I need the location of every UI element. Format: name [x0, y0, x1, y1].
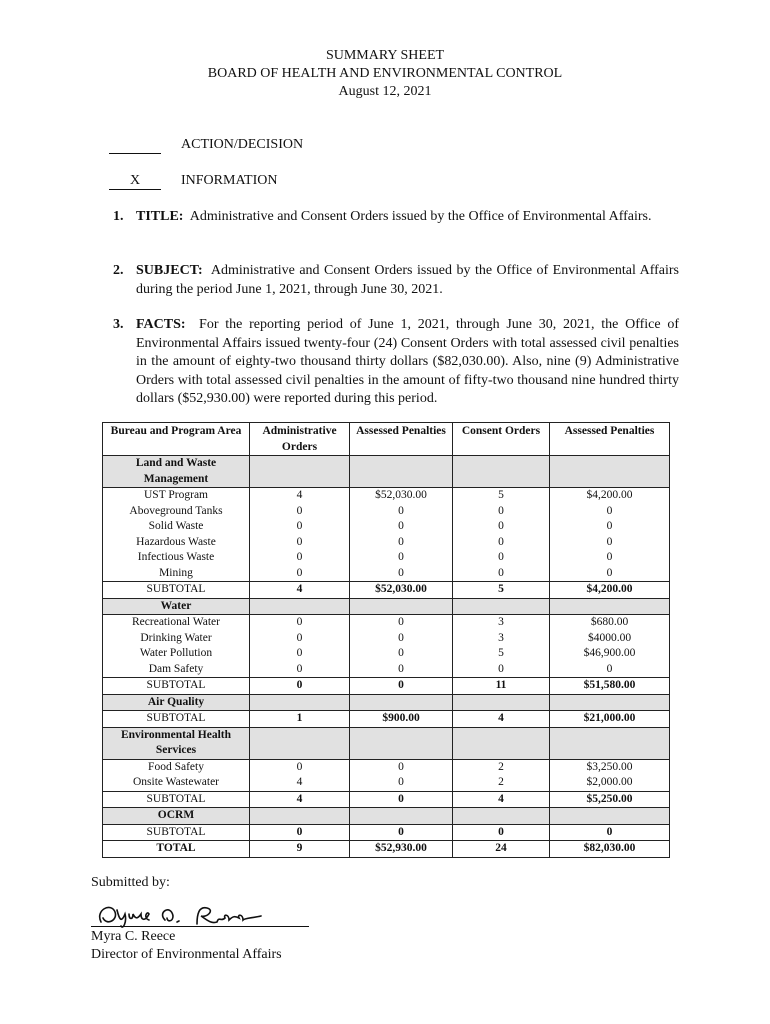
value-cell: $52,930.00	[350, 841, 453, 858]
section-title: Air Quality	[103, 694, 250, 711]
item-title	[113, 208, 679, 227]
value-cell: 0	[250, 631, 350, 647]
item-number: 3.	[113, 317, 124, 332]
table-row	[103, 631, 670, 647]
board-name: BOARD OF HEALTH AND ENVIRONMENTAL CONTROL	[207, 66, 563, 81]
summary-sheet-title: SUMMARY SHEET	[325, 48, 445, 63]
value-cell: $46,900.00	[550, 646, 670, 662]
value-cell: 0	[250, 519, 350, 535]
value-cell: 0	[250, 678, 350, 695]
value-cell: $4,200.00	[550, 488, 670, 504]
value-cell: $52,030.00	[350, 582, 453, 599]
signer-title: Director of Environmental Affairs	[91, 947, 282, 962]
value-cell: 4	[453, 791, 550, 808]
value-cell: $4,200.00	[550, 582, 670, 599]
value-cell: 0	[453, 824, 550, 841]
orders-table	[102, 422, 670, 858]
value-cell: 9	[250, 841, 350, 858]
handwritten-signature	[93, 900, 263, 930]
total-label: TOTAL	[103, 841, 250, 858]
program-cell: Recreational Water	[103, 615, 250, 631]
subtotal-label: SUBTOTAL	[103, 678, 250, 695]
column-header: Administrative Orders	[250, 423, 350, 456]
value-cell: 0	[550, 550, 670, 566]
value-cell: 0	[350, 535, 453, 551]
section-title: Land and Waste Management	[103, 456, 250, 488]
value-cell: 0	[453, 662, 550, 678]
value-cell: 4	[250, 775, 350, 791]
table-row	[103, 759, 670, 775]
column-header: Bureau and Program Area	[103, 423, 250, 456]
program-cell: Infectious Waste	[103, 550, 250, 566]
action-decision-mark	[109, 137, 161, 154]
value-cell: 4	[250, 791, 350, 808]
subtotal-row	[103, 678, 670, 695]
program-cell: Solid Waste	[103, 519, 250, 535]
table-header-row	[103, 423, 670, 456]
program-cell: UST Program	[103, 488, 250, 504]
value-cell: 0	[550, 566, 670, 582]
information-mark: X	[109, 173, 161, 190]
value-cell: 4	[250, 582, 350, 599]
value-cell: 5	[453, 488, 550, 504]
value-cell: 5	[453, 646, 550, 662]
value-cell: 0	[350, 631, 453, 647]
value-cell: 0	[453, 519, 550, 535]
value-cell: 2	[453, 775, 550, 791]
section-title: OCRM	[103, 808, 250, 825]
item-heading: SUBJECT:	[136, 263, 203, 278]
program-cell: Food Safety	[103, 759, 250, 775]
meeting-date: August 12, 2021	[338, 84, 432, 99]
table-row	[103, 662, 670, 678]
value-cell: 0	[350, 775, 453, 791]
column-header: Consent Orders	[453, 423, 550, 456]
value-cell: 0	[453, 504, 550, 520]
table-row	[103, 488, 670, 504]
signature-line	[91, 902, 309, 927]
table-row	[103, 535, 670, 551]
information-label: INFORMATION	[181, 173, 278, 188]
value-cell: 0	[250, 646, 350, 662]
item-text: Administrative and Consent Orders issued by the Office of Environmental Affairs.	[189, 209, 652, 224]
subtotal-label: SUBTOTAL	[103, 582, 250, 599]
item-number: 2.	[113, 263, 124, 278]
program-cell: Mining	[103, 566, 250, 582]
action-decision-label: ACTION/DECISION	[181, 137, 304, 152]
value-cell: 0	[350, 662, 453, 678]
subtotal-row	[103, 582, 670, 599]
value-cell: $4000.00	[550, 631, 670, 647]
section-row	[103, 456, 670, 488]
subtotal-row	[103, 824, 670, 841]
value-cell: 0	[350, 678, 453, 695]
value-cell: 1	[250, 711, 350, 728]
subtotal-row	[103, 791, 670, 808]
value-cell: 0	[550, 824, 670, 841]
total-row	[103, 841, 670, 858]
value-cell: 0	[250, 759, 350, 775]
value-cell: $51,580.00	[550, 678, 670, 695]
value-cell: 0	[350, 615, 453, 631]
value-cell: $52,030.00	[350, 488, 453, 504]
item-heading: FACTS:	[136, 317, 186, 332]
subtotal-label: SUBTOTAL	[103, 824, 250, 841]
subtotal-row	[103, 711, 670, 728]
value-cell: 0	[350, 504, 453, 520]
value-cell: $82,030.00	[550, 841, 670, 858]
value-cell: 0	[453, 566, 550, 582]
value-cell: 0	[350, 791, 453, 808]
item-subject	[113, 262, 679, 299]
value-cell: 3	[453, 615, 550, 631]
item-number: 1.	[113, 209, 124, 224]
program-cell: Drinking Water	[103, 631, 250, 647]
value-cell: 0	[250, 566, 350, 582]
item-facts	[113, 316, 679, 409]
value-cell: 2	[453, 759, 550, 775]
value-cell: 0	[550, 662, 670, 678]
section-row	[103, 727, 670, 759]
value-cell: 0	[453, 550, 550, 566]
value-cell: 0	[550, 504, 670, 520]
subtotal-label: SUBTOTAL	[103, 711, 250, 728]
table-row	[103, 550, 670, 566]
program-cell: Water Pollution	[103, 646, 250, 662]
value-cell: 5	[453, 582, 550, 599]
section-row	[103, 598, 670, 615]
value-cell: 4	[250, 488, 350, 504]
subtotal-label: SUBTOTAL	[103, 791, 250, 808]
value-cell: 24	[453, 841, 550, 858]
program-cell: Dam Safety	[103, 662, 250, 678]
table-row	[103, 519, 670, 535]
submitted-by-label: Submitted by:	[91, 875, 170, 890]
value-cell: 0	[250, 662, 350, 678]
column-header: Assessed Penalties	[350, 423, 453, 456]
document-header	[0, 47, 770, 101]
value-cell: $2,000.00	[550, 775, 670, 791]
value-cell: 0	[550, 519, 670, 535]
item-heading: TITLE:	[136, 209, 184, 224]
value-cell: 0	[350, 646, 453, 662]
section-title: Water	[103, 598, 250, 615]
value-cell: 0	[453, 535, 550, 551]
value-cell: 11	[453, 678, 550, 695]
information-row	[109, 173, 278, 190]
table-row	[103, 646, 670, 662]
table-row	[103, 775, 670, 791]
value-cell: $680.00	[550, 615, 670, 631]
program-cell: Aboveground Tanks	[103, 504, 250, 520]
value-cell: 4	[453, 711, 550, 728]
value-cell: $900.00	[350, 711, 453, 728]
section-row	[103, 694, 670, 711]
value-cell: $21,000.00	[550, 711, 670, 728]
value-cell: 0	[550, 535, 670, 551]
value-cell: 0	[250, 824, 350, 841]
value-cell: 0	[250, 615, 350, 631]
value-cell: $5,250.00	[550, 791, 670, 808]
signer-block	[91, 928, 282, 964]
section-title: Environmental Health Services	[103, 727, 250, 759]
value-cell: 3	[453, 631, 550, 647]
column-header: Assessed Penalties	[550, 423, 670, 456]
item-text: Administrative and Consent Orders issued by the Office of Environmental Affairs during the period June 1, 2021, through June 30, 2021.	[136, 263, 679, 297]
value-cell: 0	[350, 550, 453, 566]
table-row	[103, 504, 670, 520]
action-decision-row	[109, 137, 304, 154]
item-text: For the reporting period of June 1, 2021, through June 30, 2021, the Office of Environmental Affairs issued twenty-four (24) Consent Orders with total assessed civil penalties in the amount of eighty-two thousand thirty dollars ($82,030.00). Also, nine (9) Administrative Orders with total assessed civil penalties in the amount of fifty-two thousand nine hundred thirty dollars ($52,930.00) were reported during this period.	[136, 317, 680, 406]
value-cell: 0	[350, 824, 453, 841]
value-cell: 0	[350, 519, 453, 535]
table-row	[103, 566, 670, 582]
value-cell: $3,250.00	[550, 759, 670, 775]
table-row	[103, 615, 670, 631]
signer-name: Myra C. Reece	[91, 929, 176, 944]
value-cell: 0	[250, 535, 350, 551]
value-cell: 0	[250, 550, 350, 566]
section-row	[103, 808, 670, 825]
program-cell: Hazardous Waste	[103, 535, 250, 551]
value-cell: 0	[350, 566, 453, 582]
value-cell: 0	[350, 759, 453, 775]
value-cell: 0	[250, 504, 350, 520]
program-cell: Onsite Wastewater	[103, 775, 250, 791]
